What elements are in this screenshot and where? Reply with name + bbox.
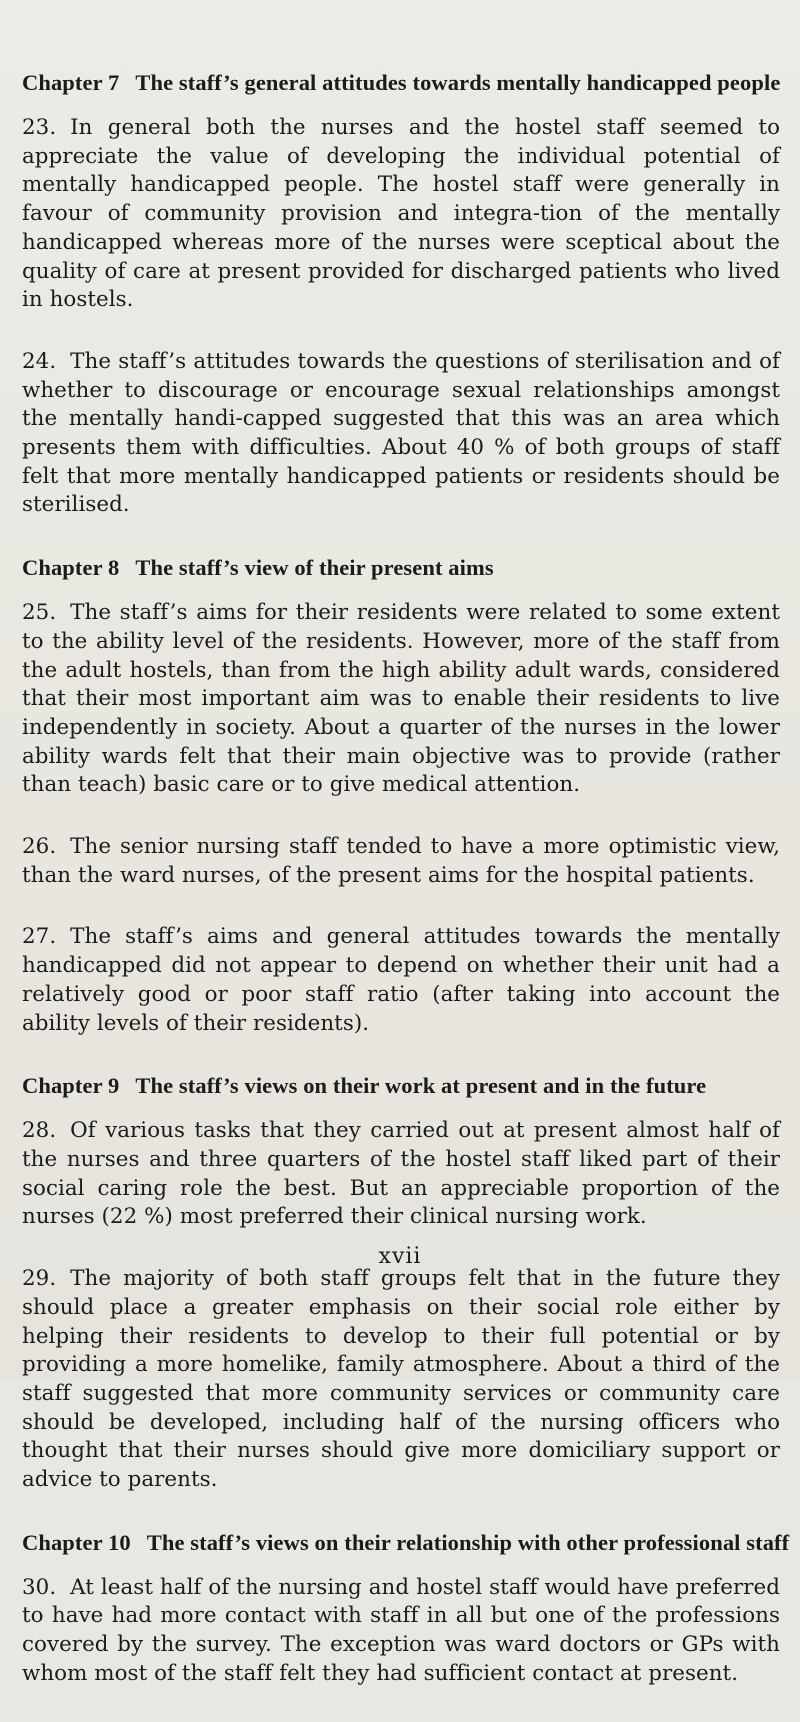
- paragraph-text: The majority of both staff groups felt that in the future they should place a greater emphasis on their social role either by helping their residents to develop to their full potential or by providing a more homelike, family atmosphere. About a third of the staff suggested that more community services or community care should be developed, including half of the nursing officers who thought that their nurses should give more domiciliary support or advice to parents.: [22, 1266, 780, 1493]
- paragraph-text: In general both the nurses and the hostel staff seemed to appreciate the value of developing the individual potential of mentally handicapped people. The hostel staff were generally in favour of community provision and integra-tion of the mentally handicapped whereas more of the nurses were sceptical about the quality of care at present provided for discharged patients who lived in hostels.: [22, 115, 780, 313]
- chapter-9: [22, 1071, 780, 1494]
- chapter-title: The staff’s view of their present aims: [135, 555, 494, 581]
- paragraph-25: [22, 599, 780, 800]
- chapter-number: Chapter 8: [22, 555, 120, 581]
- paragraph-27: [22, 923, 780, 1038]
- paragraph-number: 30.: [22, 1574, 57, 1600]
- chapter-title: The staff’s general attitudes towards mentally handicapped people: [135, 70, 781, 95]
- paragraph-24: [22, 348, 780, 520]
- paragraph-text: The senior nursing staff tended to have a more optimistic view, than the ward nurses, of the present aims for the hospital patients.: [22, 834, 780, 888]
- paragraph-text: The staff’s aims and general attitudes towards the mentally handicapped did not appear to depend on whether their unit had a relatively good or poor staff ratio (after taking into account the ability levels of their residents).: [22, 924, 780, 1036]
- paragraph-30: [22, 1574, 780, 1689]
- paragraph-number: 24.: [22, 348, 57, 374]
- paragraph-number: 23.: [22, 115, 57, 140]
- page-number: xvii: [378, 1244, 422, 1269]
- chapter-number: Chapter 10: [22, 1529, 131, 1555]
- paragraph-text: At least half of the nursing and hostel staff would have preferred to have had more contact with staff in all but one of the professions covered by the survey. The exception was ward doctors or GPs with whom most of the staff felt they had sufficient contact at present.: [22, 1574, 780, 1686]
- paragraph-26: [22, 833, 780, 890]
- paragraph-number: 27.: [22, 924, 57, 950]
- chapter-10: [22, 1528, 790, 1689]
- paragraph-text: The staff’s aims for their residents were related to some extent to the ability level of the residents. However, more of the staff from the adult hostels, than from the high ability adult wards, considered that their most important aim was to enable their residents to live independently in society. About a quarter of the nurses in the lower ability wards felt that their main objective was to provide (rather than teach) basic care or to give medical attention.: [22, 600, 780, 798]
- chapter-heading: [22, 1528, 790, 1558]
- paragraph-number: 26.: [22, 834, 57, 860]
- paragraph-number: 25.: [22, 600, 57, 626]
- chapter-title: The staff’s views on their relationship with other professional staff: [146, 1529, 790, 1555]
- chapter-7: [22, 68, 780, 520]
- chapter-heading: [22, 68, 780, 98]
- chapter-8: [22, 553, 780, 1038]
- paragraph-text: Of various tasks that they carried out at present almost half of the nurses and three quarters of the hostel staff liked part of their social caring role the best. But an appreciable proportion of the nurses (22 %) most preferred their clinical nursing work.: [22, 1118, 780, 1230]
- paragraph-text: The staff’s attitudes towards the questions of sterilisation and of whether to discourage or encourage sexual relationships amongst the mentally handi-capped suggested that this was an area which presents them with difficulties. About 40 % of both groups of staff felt that more mentally handicapped patients or residents should be sterilised.: [22, 348, 780, 518]
- chapter-heading: [22, 1071, 780, 1101]
- chapter-title: The staff’s views on their work at present and in the future: [135, 1073, 707, 1099]
- paragraph-23: [22, 114, 780, 315]
- chapter-number: Chapter 9: [22, 1073, 120, 1099]
- chapter-number: Chapter 7: [22, 70, 120, 95]
- paragraph-number: 28.: [22, 1118, 57, 1144]
- paragraph-28: [22, 1117, 780, 1232]
- chapter-heading: [22, 553, 780, 583]
- paragraph-number: 29.: [22, 1266, 57, 1292]
- page-content: [22, 68, 790, 1722]
- paragraph-29: [22, 1265, 780, 1495]
